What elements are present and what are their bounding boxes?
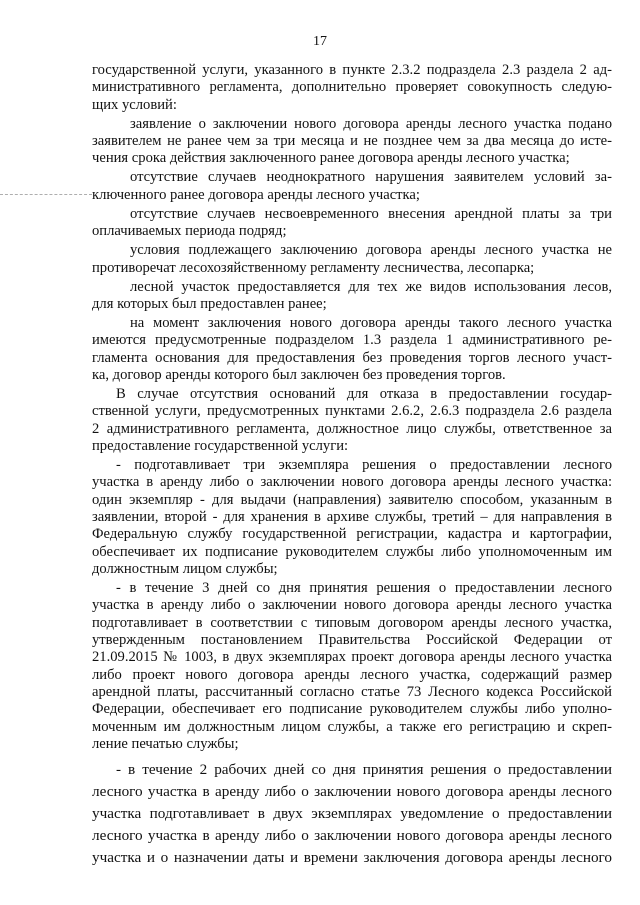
text-line: утвержденным постановлением Правительства Российской Федерации от — [92, 632, 612, 648]
text-line: должностным лицом службы; — [92, 561, 278, 577]
scan-artifact — [0, 194, 92, 196]
text-line: заявление о заключении нового договора аренды лесного участка подано — [130, 115, 612, 132]
text-line: подготавливает в соответствии с типовым договором аренды лесного участка, — [92, 614, 612, 631]
text-line: на момент заключения нового договора аренды такого лесного участка — [130, 315, 612, 331]
text-line: отсутствие случаев несвоевременного внесения арендной платы за три — [130, 205, 612, 222]
text-line: арендной платы, рассчитанный согласно статье 73 Лесного кодекса Российской — [92, 684, 612, 700]
text-line: В случае отсутствия оснований для отказа в предоставлении государ- — [116, 386, 612, 402]
text-line: лесной участок предоставляется для тех же видов использования лесов, — [130, 278, 612, 295]
text-line: условия подлежащего заключению договора аренды лесного участка не — [130, 242, 612, 259]
text-line: ключенного ранее договора аренды лесного участка; — [92, 186, 420, 203]
text-line: предоставление государственной услуги: — [92, 438, 349, 454]
text-line: 2 административного регламента, должностное лицо службы, ответственное за — [92, 420, 612, 437]
text-line: 21.09.2015 № 1003, в двух экземплярах проект договора аренды лесного участка — [92, 649, 612, 666]
page-number: 17 — [313, 34, 327, 49]
text-line: обеспечивает их подписание руководителем службы либо уполномоченным им — [92, 543, 612, 560]
text-line: отсутствие случаев неоднократного нарушения заявителем условий за- — [130, 169, 612, 186]
text-line: либо проект нового договора аренды лесного участка, содержащий размер — [92, 666, 612, 683]
text-line: - подготавливает три экземпляра решения о предоставлении лесного — [116, 457, 612, 473]
text-line: лесного участка в аренду либо о заключении нового договора аренды лесного — [92, 827, 612, 844]
text-line: гламента основания для предоставления без проведения торгов лесного участ- — [92, 349, 612, 366]
text-line: участка в аренду либо о заключении нового договора аренды лесного участка: — [92, 474, 612, 491]
text-line: моченным им должностным лицом службы, а также его регистрацию и скреп- — [92, 718, 612, 735]
text-line: оплачиваемых периода подряд; — [92, 223, 287, 240]
text-line: министративного регламента, дополнительно проверяет совокупность следую- — [92, 79, 612, 96]
text-line: ление печатью службы; — [92, 736, 239, 752]
text-line: - в течение 2 рабочих дней со дня принятия решения о предоставлении — [116, 761, 612, 778]
text-line: щих условий: — [92, 96, 177, 113]
text-line: участка и о назначении даты и времени заключения договора аренды лесного — [92, 849, 612, 866]
text-line: ка, договор аренды которого был заключен без проведения торгов. — [92, 366, 506, 383]
text-line: противоречат лесохозяйственному регламенту лесничества, лесопарка; — [92, 259, 535, 276]
text-line: - в течение 3 дней со дня принятия решения о предоставлении лесного — [116, 580, 612, 597]
text-line: заявлении, второй - для хранения в архиве службы, третий – для направления в — [92, 509, 612, 525]
text-line: имеются предусмотренные подразделом 1.3 раздела 1 административного ре- — [92, 332, 612, 349]
text-line: заявителем не ранее чем за три месяца и не позднее чем за два месяца до исте- — [92, 133, 612, 149]
text-line: для которых был предоставлен ранее; — [92, 295, 327, 312]
text-line: участка подготавливает в двух экземплярах уведомление о предоставлении — [92, 805, 612, 822]
text-line: Федерации, обеспечивает его подписание руководителем службы либо уполно- — [92, 701, 612, 718]
text-line: участка в аренду либо о заключении нового договора аренды лесного участка — [92, 597, 612, 614]
text-line: ственной услуги, предусмотренных пунктами 2.6.2, 2.6.3 подраздела 2.6 раздела — [92, 403, 612, 420]
text-line: Федеральную службу государственной регистрации, кадастра и картографии, — [92, 526, 612, 543]
text-line: лесного участка в аренду либо о заключении нового договора аренды лесного — [92, 783, 612, 800]
text-line: чения срока действия заключенного ранее договора аренды лесного участка; — [92, 150, 570, 167]
text-line: один экземпляр - для выдачи (направления) заявителю способом, указанным в — [92, 491, 612, 508]
text-line: государственной услуги, указанного в пункте 2.3.2 подраздела 2.3 раздела 2 ад- — [92, 62, 612, 78]
